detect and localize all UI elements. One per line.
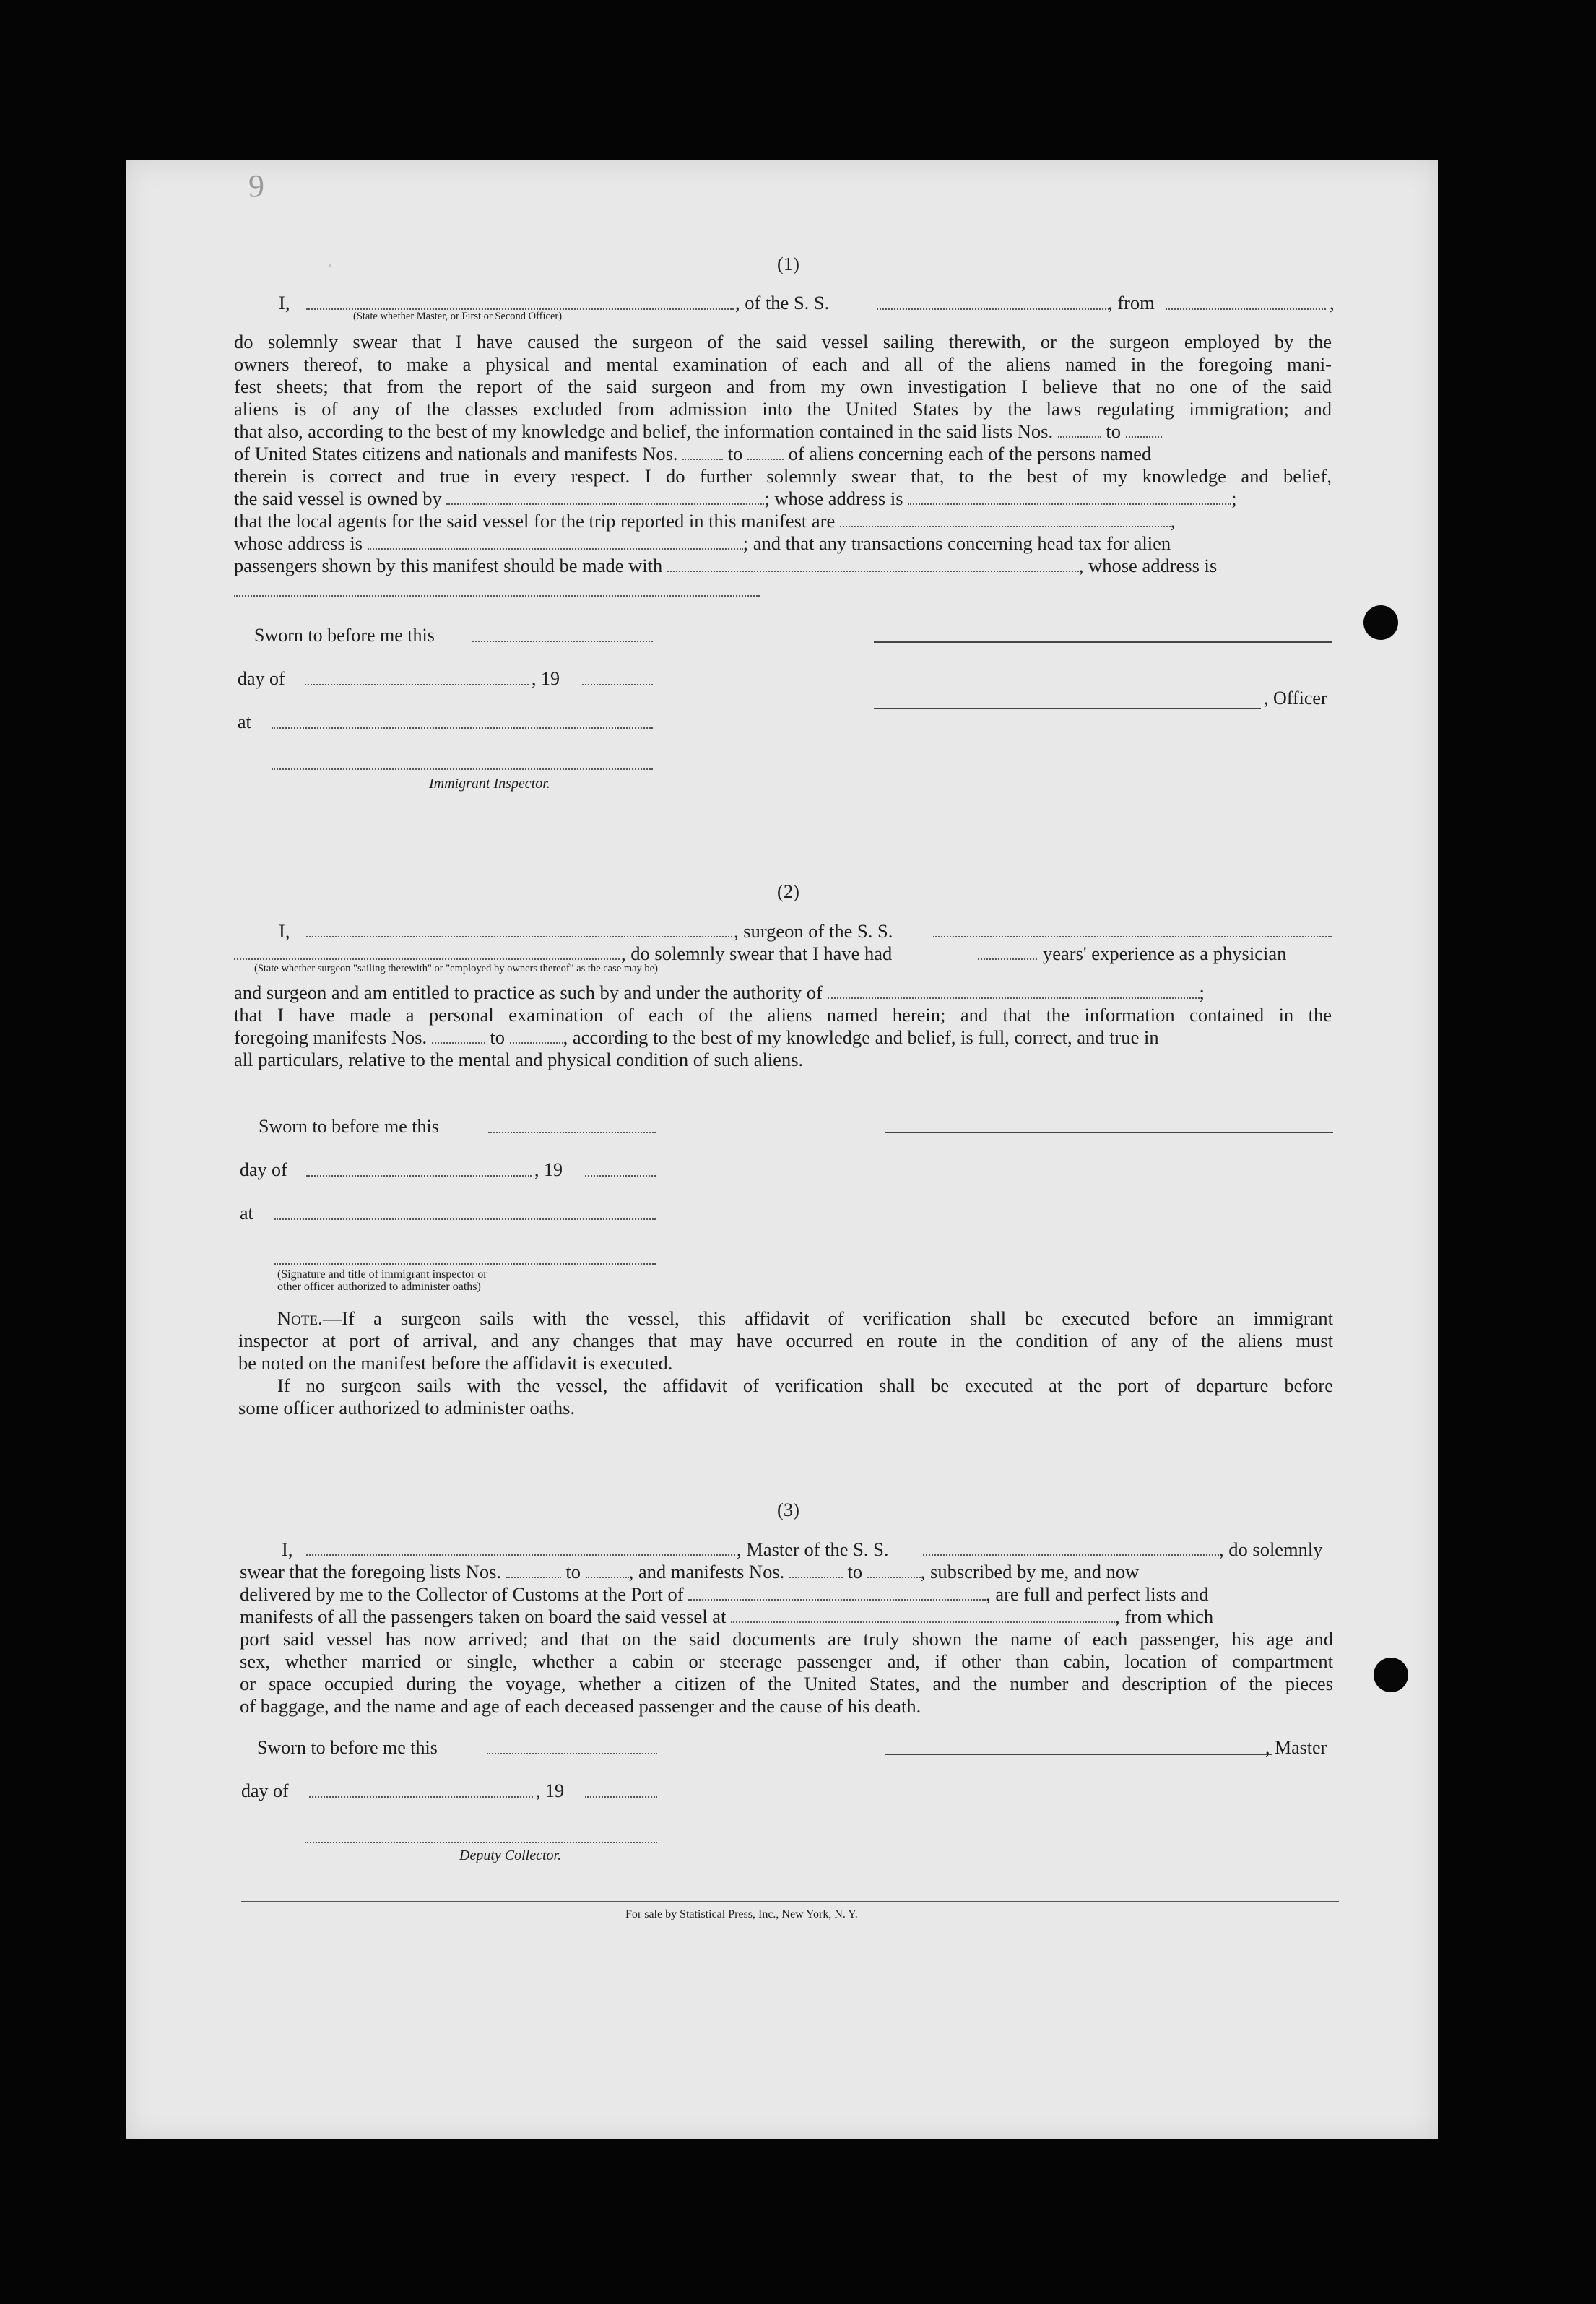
s1-line: therein is correct and true in every respect. I do further solemnly swear that, to the best of my knowledge and belief, bbox=[234, 465, 1332, 487]
s2-swear-text: , do solemnly swear that I have had bbox=[621, 943, 893, 964]
s1-lists-to-blank[interactable] bbox=[1126, 423, 1162, 438]
s2-authority-blank[interactable] bbox=[828, 984, 1200, 999]
s2-manifests-from-blank[interactable] bbox=[432, 1029, 485, 1044]
s1-line: aliens is of any of the classes excluded from admission into the United States by the laws regulating immigration; and bbox=[234, 397, 1332, 420]
s1-inspector-caption: Immigrant Inspector. bbox=[429, 776, 550, 792]
s2-status-caption: (State whether surgeon "sailing therewith" or "employed by owners thereof" as the case may be) bbox=[254, 963, 658, 974]
s3-text: , subscribed by me, and now bbox=[920, 1561, 1140, 1582]
s3-dayof-label: day of bbox=[241, 1780, 289, 1801]
s1-agents-address-blank[interactable] bbox=[368, 535, 743, 550]
s1-text: to bbox=[727, 443, 743, 464]
s3-sworn-label: Sworn to before me this bbox=[257, 1737, 438, 1758]
s3-year-blank[interactable] bbox=[585, 1796, 657, 1798]
s1-text: , whose address is bbox=[1078, 555, 1218, 576]
s1-officer-caption: (State whether Master, or First or Second Officer) bbox=[353, 311, 563, 322]
s2-signature-caption-line-2: other officer authorized to administer oaths) bbox=[277, 1281, 481, 1293]
s1-dayof-label: day of bbox=[238, 668, 285, 689]
s2-line: that I have made a personal examination of each of the aliens named herein; and that the information contained in the bbox=[234, 1004, 1332, 1026]
s3-line-2 bbox=[240, 1561, 1139, 1583]
s1-line-5 bbox=[234, 420, 1162, 443]
s3-name-blank[interactable] bbox=[306, 1554, 735, 1556]
s2-i: I, bbox=[279, 920, 290, 942]
s2-sworn-label: Sworn to before me this bbox=[259, 1116, 439, 1137]
s3-month-blank[interactable] bbox=[309, 1796, 533, 1798]
punch-hole bbox=[1374, 1658, 1408, 1692]
s1-from: , from bbox=[1108, 292, 1155, 313]
s2-note-line-4 bbox=[238, 1374, 1333, 1397]
s1-headtax-address-blank[interactable] bbox=[234, 595, 760, 597]
s2-line-4: all particulars, relative to the mental and physical condition of such aliens. bbox=[234, 1049, 804, 1070]
s3-text: to bbox=[565, 1561, 581, 1582]
s3-text: , and manifests Nos. bbox=[628, 1561, 785, 1582]
s2-officer-signature-blank[interactable] bbox=[274, 1263, 656, 1265]
s1-text: of aliens concerning each of the persons named bbox=[788, 443, 1152, 464]
s3-master-of-ss: , Master of the S. S. bbox=[737, 1538, 889, 1560]
s1-sworn-day-blank[interactable] bbox=[472, 641, 653, 642]
s1-line-11 bbox=[234, 555, 1217, 577]
s2-sworn-day-blank[interactable] bbox=[488, 1132, 656, 1133]
section-3-number: (3) bbox=[777, 1499, 799, 1520]
s1-signature-line[interactable] bbox=[874, 641, 1332, 643]
s1-of-ss: , of the S. S. bbox=[735, 292, 830, 313]
s1-year-label: , 19 bbox=[532, 668, 560, 689]
s1-at-label: at bbox=[238, 711, 251, 732]
s1-officer-blank[interactable] bbox=[306, 308, 734, 310]
s1-line-6 bbox=[234, 443, 1151, 465]
s3-line-4 bbox=[240, 1606, 1213, 1628]
s1-sworn-label: Sworn to before me this bbox=[254, 625, 435, 646]
s3-line: or space occupied during the voyage, whether a citizen of the United States, and the number and description of the pieces bbox=[240, 1672, 1333, 1694]
s3-text: to bbox=[847, 1561, 863, 1582]
s1-line-8 bbox=[234, 488, 1237, 510]
s1-officer-title-line[interactable] bbox=[874, 708, 1261, 709]
s3-line: sex, whether married or single, whether a cabin or steerage passenger and, if other than cabin, location of compartment bbox=[240, 1650, 1333, 1672]
s3-text: , are full and perfect lists and bbox=[986, 1583, 1209, 1605]
s3-port-blank[interactable] bbox=[688, 1586, 986, 1601]
s3-sworn-day-blank[interactable] bbox=[487, 1753, 657, 1754]
s3-i: I, bbox=[282, 1538, 293, 1560]
s2-dayof-label: day of bbox=[240, 1159, 287, 1180]
s1-i: I, bbox=[279, 292, 290, 313]
s2-text: ; bbox=[1199, 982, 1205, 1003]
s3-deputy-signature-blank[interactable] bbox=[305, 1842, 657, 1843]
s2-text: , according to the best of my knowledge and belief, is full, correct, and true in bbox=[563, 1026, 1159, 1048]
s1-headtax-agent-blank[interactable] bbox=[667, 558, 1079, 572]
s1-ship-blank[interactable] bbox=[877, 308, 1109, 310]
s1-text: whose address is bbox=[234, 532, 363, 554]
s1-officer-label: , Officer bbox=[1264, 688, 1327, 709]
s3-line-3 bbox=[240, 1583, 1208, 1606]
s3-ship-blank[interactable] bbox=[923, 1554, 1219, 1556]
s3-line: port said vessel has now arrived; and that on the said documents are truly shown the name of each passenger, his age and bbox=[240, 1628, 1333, 1650]
printer-footer: For sale by Statistical Press, Inc., New York, N. Y. bbox=[625, 1908, 858, 1920]
s3-lists-from-blank[interactable] bbox=[506, 1564, 561, 1578]
punch-hole bbox=[1363, 605, 1398, 640]
s1-month-blank[interactable] bbox=[305, 684, 529, 685]
s2-note-label: Note. bbox=[277, 1307, 323, 1329]
pencil-mark: 9 bbox=[248, 168, 264, 204]
manifest-affidavit-page bbox=[126, 160, 1438, 2139]
s1-owner-address-blank[interactable] bbox=[908, 490, 1231, 505]
s1-text: passengers shown by this manifest should be made with bbox=[234, 555, 663, 576]
s2-note-text: —If a surgeon sails with the vessel, this affidavit of verification shall be executed before an immigrant bbox=[322, 1307, 1333, 1329]
s1-inspector-signature-blank[interactable] bbox=[272, 768, 653, 770]
s2-year-label: , 19 bbox=[534, 1159, 563, 1180]
s2-text: to bbox=[490, 1026, 506, 1048]
s1-line-10 bbox=[234, 532, 1171, 555]
s3-line: of baggage, and the name and age of each deceased passenger and the cause of his death. bbox=[240, 1694, 921, 1717]
s2-status-blank[interactable] bbox=[234, 958, 620, 960]
s2-note-text: If no surgeon sails with the vessel, the affidavit of verification shall be executed at the port of departure before bbox=[277, 1374, 1333, 1396]
s2-note-line: be noted on the manifest before the affidavit is executed. bbox=[238, 1351, 673, 1374]
s2-ship-blank[interactable] bbox=[933, 936, 1332, 937]
s3-manifests-from-blank[interactable] bbox=[789, 1564, 843, 1578]
s3-master-label: , Master bbox=[1265, 1737, 1327, 1758]
s1-text: the said vessel is owned by bbox=[234, 488, 442, 509]
s2-text: and surgeon and am entitled to practice as such by and under the authority of bbox=[234, 982, 823, 1003]
s2-line-1 bbox=[234, 982, 1205, 1004]
s3-master-signature-line[interactable] bbox=[885, 1754, 1272, 1755]
s2-surgeon-of-ss: , surgeon of the S. S. bbox=[734, 920, 893, 942]
s1-text: , bbox=[1170, 510, 1176, 532]
s2-line-3 bbox=[234, 1026, 1159, 1049]
s2-year-blank[interactable] bbox=[585, 1175, 656, 1177]
s2-signature-line[interactable] bbox=[885, 1132, 1333, 1133]
s2-name-blank[interactable] bbox=[306, 936, 732, 937]
s1-paragraph bbox=[234, 331, 1332, 420]
s2-manifests-to-blank[interactable] bbox=[510, 1029, 563, 1044]
s3-text: swear that the foregoing lists Nos. bbox=[240, 1561, 502, 1582]
s2-note-line-1 bbox=[238, 1307, 1333, 1330]
s2-signature-caption bbox=[277, 1268, 487, 1293]
s1-line-9 bbox=[234, 510, 1176, 532]
s1-line-7 bbox=[234, 465, 1332, 488]
s2-signature-caption-line-1: (Signature and title of immigrant inspector or bbox=[277, 1268, 487, 1281]
s3-deputy-caption: Deputy Collector. bbox=[459, 1848, 562, 1863]
s1-from-blank[interactable] bbox=[1166, 308, 1326, 310]
footer-rule bbox=[241, 1901, 1339, 1902]
s2-note bbox=[238, 1307, 1333, 1419]
bleed-through-stamp bbox=[545, 1962, 557, 1985]
s3-year-label: , 19 bbox=[536, 1780, 564, 1801]
s3-text: delivered by me to the Collector of Customs at the Port of bbox=[240, 1583, 684, 1605]
s1-line: fest sheets; that from the report of the said surgeon and from my own investigation I believe that no one of the said bbox=[234, 375, 1332, 397]
section-2-number: (2) bbox=[777, 880, 799, 902]
s1-manifests-to-blank[interactable] bbox=[747, 446, 784, 460]
bleed-through-text: . bbox=[324, 251, 482, 273]
s1-line: owners thereof, to make a physical and mental examination of each and all of the aliens named in the foregoing mani- bbox=[234, 352, 1332, 375]
s2-experience-text: years' experience as a physician bbox=[1043, 943, 1287, 964]
s2-month-blank[interactable] bbox=[306, 1175, 532, 1177]
s1-line: do solemnly swear that I have caused the surgeon of the said vessel sailing therewith, or the surgeon employed by the bbox=[234, 331, 1332, 352]
s1-text: that the local agents for the said vessel for the trip reported in this manifest are bbox=[234, 510, 836, 532]
s1-text: ; and that any transactions concerning head tax for alien bbox=[742, 532, 1171, 554]
s3-manifests-to-blank[interactable] bbox=[867, 1564, 921, 1578]
s2-text: foregoing manifests Nos. bbox=[234, 1026, 428, 1048]
s3-paragraph bbox=[240, 1628, 1333, 1718]
s1-year-blank[interactable] bbox=[582, 684, 653, 685]
section-1-number: (1) bbox=[777, 253, 799, 274]
s3-embark-port-blank[interactable] bbox=[731, 1608, 1115, 1623]
s2-note-line: inspector at port of arrival, and any changes that may have occurred en route in the condition of any of the aliens must bbox=[238, 1329, 1333, 1351]
s2-at-blank[interactable] bbox=[274, 1218, 656, 1220]
s3-text: , from which bbox=[1114, 1606, 1214, 1627]
s2-at-label: at bbox=[240, 1203, 253, 1224]
s1-lists-from-blank[interactable] bbox=[1058, 423, 1101, 438]
s1-text: ; whose address is bbox=[764, 488, 903, 509]
s1-owner-blank[interactable] bbox=[446, 490, 764, 505]
s1-manifests-from-blank[interactable] bbox=[682, 446, 723, 460]
s3-lists-to-blank[interactable] bbox=[586, 1564, 629, 1578]
s1-text: of United States citizens and nationals and manifests Nos. bbox=[234, 443, 678, 464]
s1-text: to bbox=[1106, 420, 1121, 442]
s1-agents-blank[interactable] bbox=[840, 513, 1171, 527]
s1-comma: , bbox=[1330, 292, 1335, 313]
s1-text: ; bbox=[1231, 488, 1237, 509]
s2-years-blank[interactable] bbox=[978, 958, 1037, 960]
s2-line-2 bbox=[234, 1004, 1332, 1026]
s3-text: manifests of all the passengers taken on board the said vessel at bbox=[240, 1606, 727, 1627]
s2-note-line: some officer authorized to administer oaths. bbox=[238, 1396, 576, 1419]
s1-at-blank[interactable] bbox=[272, 727, 653, 729]
s1-text: that also, according to the best of my knowledge and belief, the information contained in the said lists Nos. bbox=[234, 420, 1054, 442]
s3-do-solemnly: , do solemnly bbox=[1219, 1538, 1323, 1560]
